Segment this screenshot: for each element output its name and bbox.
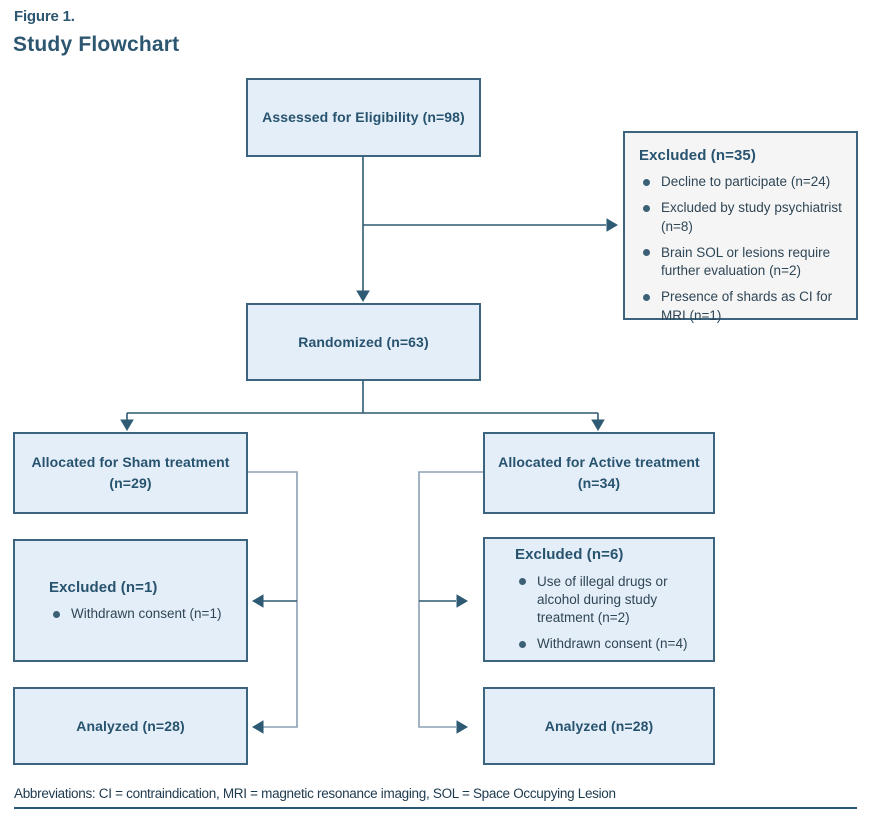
randomized-box: [246, 303, 481, 381]
bullet-icon: [643, 294, 650, 301]
assessed-eligibility-box: [246, 78, 481, 157]
analyzed-active-box: [483, 687, 715, 765]
excluded-active-list: [515, 573, 699, 654]
bullet-icon: [643, 179, 650, 186]
excluded-sham-list: [49, 605, 232, 623]
abbreviations-note: Abbreviations: CI = contraindication, MRI = magnetic resonance imaging, SOL = Space Occupying Lesion: [14, 786, 616, 801]
allocated-active-box: [483, 432, 715, 514]
analyzed-sham-label: Analyzed (n=28): [76, 717, 185, 734]
excluded-active-box: [483, 537, 715, 662]
allocated-active-label: Allocated for Active treatment (n=34): [498, 454, 700, 491]
connector-randomized-split: [120, 381, 605, 431]
randomized-label: Randomized (n=63): [298, 333, 429, 350]
bullet-icon: [519, 578, 526, 585]
figure-title: Study Flowchart: [13, 33, 180, 56]
excluded-total-heading: Excluded (n=35): [639, 147, 756, 164]
excluded-total-item: Presence of shards as CI for MRI (n=1): [639, 288, 842, 324]
excluded-active-item: Use of illegal drugs or alcohol during study treatment (n=2): [515, 573, 699, 628]
excluded-total-item: Excluded by study psychiatrist (n=8): [639, 199, 842, 235]
excluded-sham-box: [13, 539, 248, 662]
allocated-sham-label: Allocated for Sham treatment (n=29): [31, 454, 230, 491]
excluded-total-item: Decline to participate (n=24): [639, 173, 842, 191]
excluded-active-item: Withdrawn consent (n=4): [515, 635, 699, 653]
analyzed-active-label: Analyzed (n=28): [544, 717, 654, 734]
assessed-eligibility-label: Assessed for Eligibility (n=98): [262, 109, 465, 125]
bullet-icon: [519, 641, 526, 648]
excluded-sham-heading: Excluded (n=1): [49, 578, 158, 596]
excluded-active-heading: Excluded (n=6): [515, 546, 624, 564]
figure-number-label: Figure 1.: [14, 8, 75, 25]
bullet-icon: [643, 249, 650, 256]
footer-divider: [14, 807, 857, 809]
connector-sham-loop: [248, 472, 297, 734]
connector-assessed-to-excluded: [363, 218, 618, 232]
excluded-sham-item: Withdrawn consent (n=1): [49, 605, 232, 623]
analyzed-sham-box: [13, 687, 248, 765]
excluded-total-box: [623, 131, 858, 323]
connector-assessed-to-randomized: [356, 157, 370, 302]
excluded-total-item: Brain SOL or lesions require further evaluation (n=2): [639, 244, 842, 280]
excluded-total-list: [639, 173, 842, 325]
bullet-icon: [643, 205, 650, 212]
connector-active-loop: [419, 472, 483, 734]
allocated-sham-box: [13, 432, 248, 514]
bullet-icon: [53, 611, 60, 618]
